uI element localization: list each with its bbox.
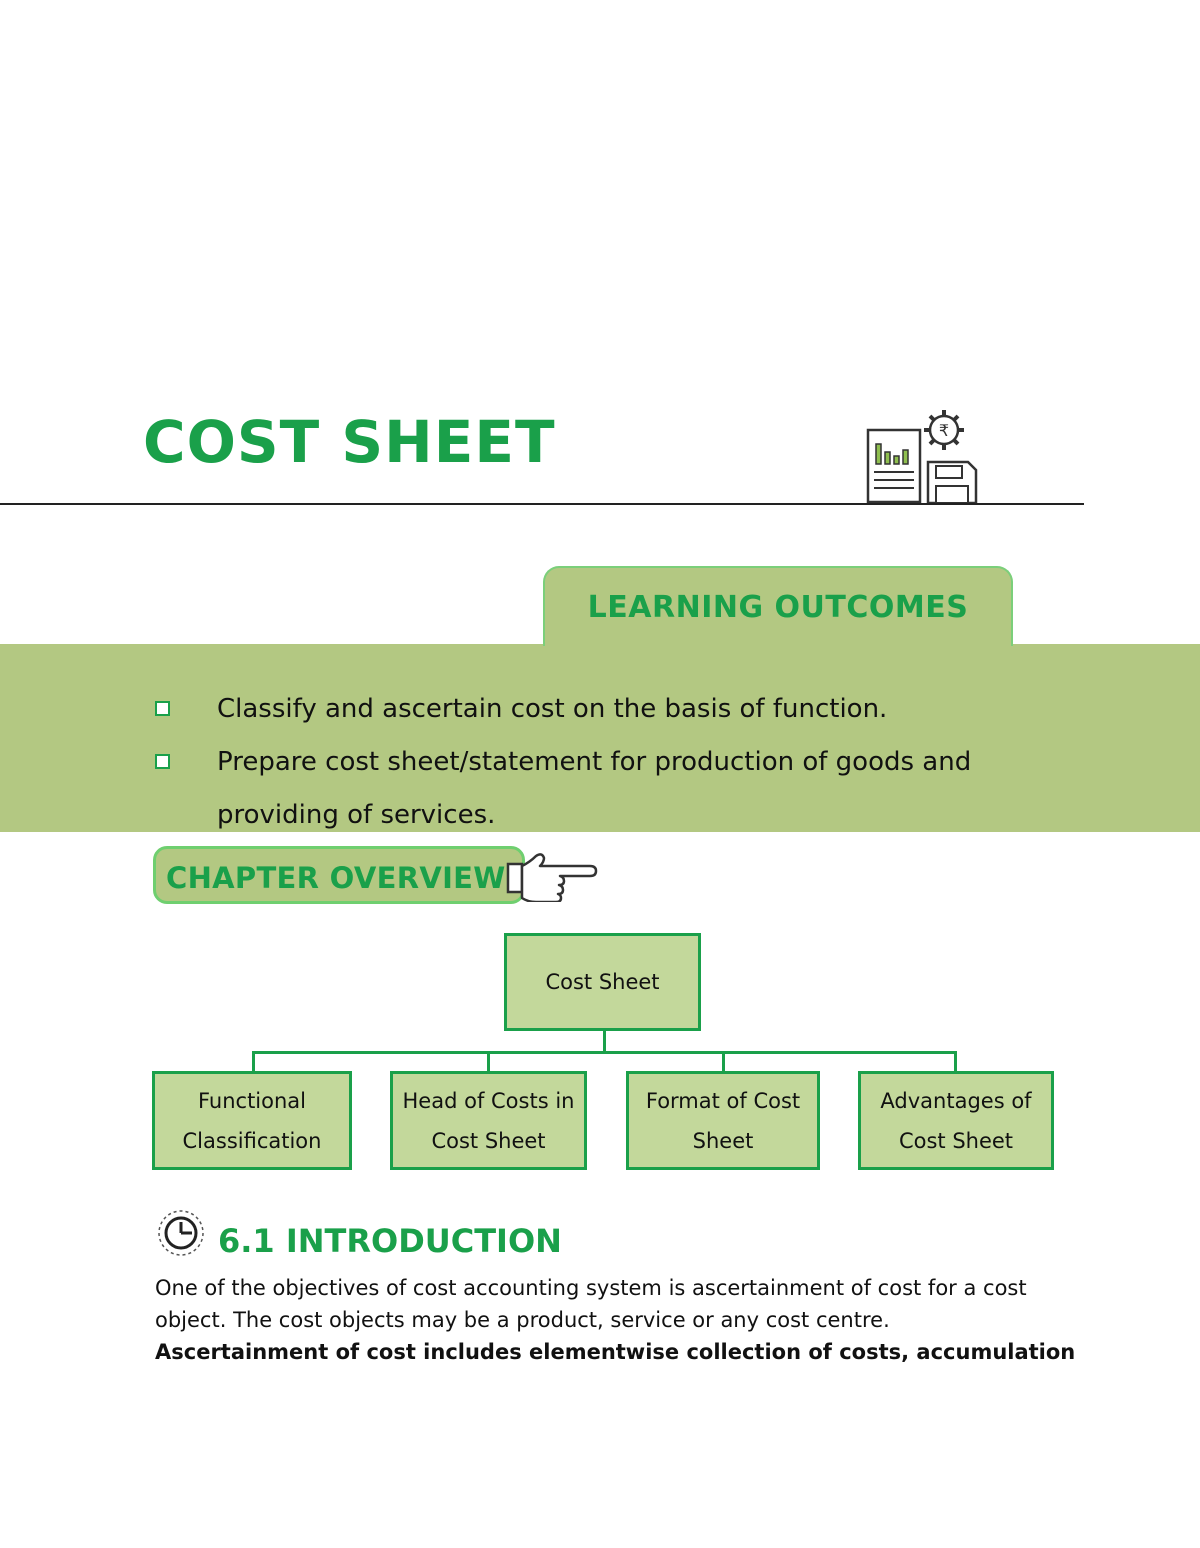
learning-outcomes-heading: LEARNING OUTCOMES — [587, 590, 969, 625]
learning-outcome-text-continuation: providing of services. — [217, 800, 496, 830]
diagram-child-node — [626, 1071, 820, 1170]
chapter-title: COST SHEET — [143, 408, 556, 476]
diagram-node-label: Head of Costs in — [402, 1088, 575, 1113]
diagram-connector — [722, 1051, 725, 1072]
diagram-node-label: Cost Sheet — [431, 1128, 546, 1153]
diagram-child-node — [152, 1071, 352, 1170]
learning-outcome-text: Prepare cost sheet/statement for production of goods and — [217, 747, 972, 777]
diagram-node-label: Cost Sheet — [898, 1128, 1014, 1153]
title-divider — [0, 503, 1084, 505]
diagram-connector — [252, 1051, 957, 1054]
diagram-node-label: Classification — [182, 1128, 322, 1153]
svg-text:₹: ₹ — [938, 421, 950, 440]
diagram-node-label: Functional — [197, 1088, 306, 1113]
diagram-child-node — [390, 1071, 587, 1170]
diagram-connector — [487, 1051, 490, 1072]
diagram-connector — [252, 1051, 255, 1072]
learning-outcomes-tab — [543, 566, 1013, 646]
diagram-node-label: Cost Sheet — [545, 970, 660, 994]
diagram-node-label: Sheet — [692, 1128, 754, 1153]
chapter-overview-label: CHAPTER OVERVIEW — [166, 861, 506, 895]
diagram-node-label: Advantages of — [880, 1088, 1032, 1113]
diagram-root-node — [504, 933, 701, 1031]
checkbox-bullet-icon — [155, 754, 170, 769]
paragraph-line: One of the objectives of cost accounting system is ascertainment of cost for a cost — [155, 1276, 1027, 1300]
pointing-hand-icon — [506, 850, 598, 902]
paragraph-line-bold: Ascertainment of cost includes elementwise collection of costs, accumulation — [155, 1340, 1076, 1364]
checkbox-bullet-icon — [155, 701, 170, 716]
diagram-connector — [603, 1031, 606, 1053]
diagram-connector — [954, 1051, 957, 1072]
chapter-overview-badge — [153, 846, 525, 904]
paragraph-line: object. The cost objects may be a product, service or any cost centre. — [155, 1308, 890, 1332]
cost-report-icon — [866, 410, 981, 505]
section-heading: 6.1 INTRODUCTION — [218, 1222, 562, 1260]
clock-icon — [155, 1207, 211, 1259]
diagram-child-node — [858, 1071, 1054, 1170]
learning-outcome-text: Classify and ascertain cost on the basis of function. — [217, 694, 888, 724]
diagram-node-label: Format of Cost — [645, 1088, 801, 1113]
